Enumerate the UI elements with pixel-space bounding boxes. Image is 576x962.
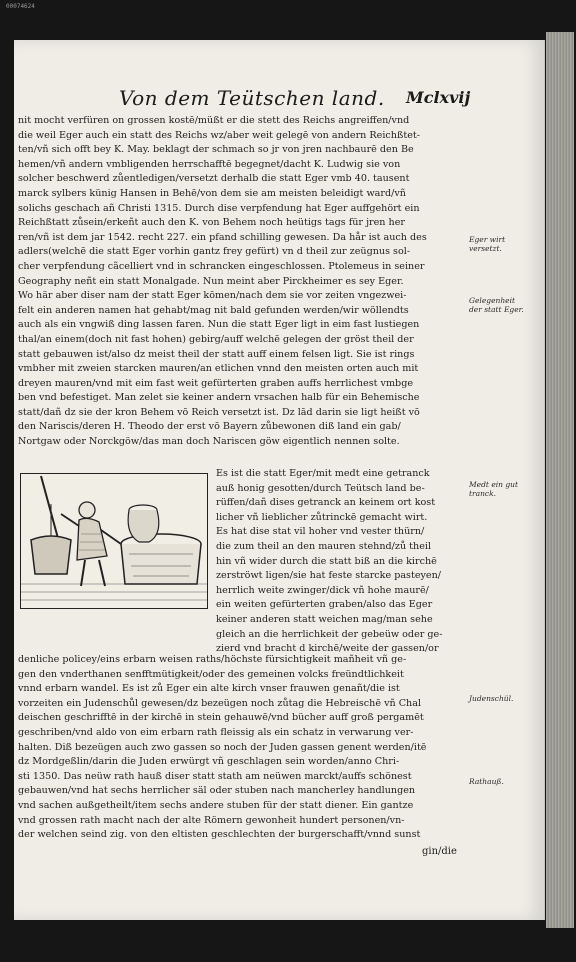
text-line: ein weiten gefürterten graben/also das Eger — [216, 599, 433, 611]
text-line: vnd sachen außgetheilt/item sechs andere stuben für der statt diener. Ein gantze — [18, 799, 414, 811]
text-line: deischen geschrifftē in der kirchē in stein gehauwē/vnd bücher auff groß pergamēt — [18, 712, 424, 724]
text-line: herrlich weite zwinger/dick vñ hohe maurē/ — [216, 584, 429, 596]
text-line: gleich an die herrlichkeit der gebeüw oder ge- — [216, 628, 443, 640]
text-line: dreyen mauren/vnd mit eim fast weit gefürterten graben auffs herrlichest vmbge — [18, 377, 414, 389]
body-text-top — [18, 114, 463, 450]
text-line: cher verpfendung cãcelliert vnd in schrancken eingeschlossen. Ptolemeus in seiner — [18, 260, 425, 272]
text-line: Es hat dise stat vil hoher vnd vester thürn/ — [216, 526, 425, 538]
text-line: keiner anderen statt weichen mag/man sehe — [216, 613, 433, 625]
text-line: adlers(welchē die statt Eger vorhin gantz frey gefürt) vn d theil zur zeügnus sol- — [18, 246, 411, 258]
text-line: zerströwt ligen/sie hat feste starcke pasteyen/ — [216, 570, 442, 582]
text-line: gebauwen/vnd hat sechs herrlicher säl oder stuben nach mancherley handlungen — [18, 785, 416, 797]
text-line: felt ein anderen namen hat gehabt/mag nit bald gefunden werden/wir wöllendts — [18, 304, 409, 316]
text-line: licher vñ lieblicher zůtrinckē gemacht wirt. — [216, 511, 428, 523]
text-line: solichs geschach añ Christi 1315. Durch dise verpfendung hat Eger auffgehört ein — [18, 202, 420, 214]
text-line: solcher beschwerd zůentledigen/versetzt derhalb die statt Eger vmb 40. tausent — [18, 173, 410, 185]
text-line: vmbher mit zweien starcken mauren/an etlichen vnnd den meisten orten auch mit — [18, 363, 419, 375]
text-line: Es ist die statt Eger/mit medt eine getranck — [216, 468, 430, 479]
text-line: statt/dañ dz sie der kron Behem vō Reich versetzt ist. Dz lād darin sie ligt heißt vō — [18, 406, 420, 418]
text-line: vnd grossen rath macht nach der alte Römern gewonheit hundert personen/vn- — [18, 814, 405, 826]
text-line: auß honig gesotten/durch Teütsch land be- — [216, 482, 425, 494]
text-line: ten/vñ sich offt bey K. May. beklagt der schmach so jr von jren nachbaurē den Be — [18, 144, 414, 156]
book-page — [14, 40, 545, 920]
text-line: zierd vnd bracht d kirchē/weite der gassen/or — [216, 643, 439, 655]
text-line: Reichßtatt zůsein/erkeñt auch den K. von Behem noch heütigs tags für jren her — [18, 217, 405, 229]
margin-note-medt: Medt ein gut tranck. — [469, 480, 519, 498]
woodcut-illustration — [20, 473, 208, 609]
text-line: die weil Eger auch ein statt des Reichs wz/aber weit gelegē von andern Reichßtet- — [18, 129, 420, 141]
margin-note-judenschul: Judenschül. — [469, 694, 514, 703]
text-line: dz Mordgeßlin/darin die Juden erwürgt vñ geschlagen sein worden/anno Chri- — [18, 756, 400, 768]
text-line: nit mocht verfüren on grossen kostē/müßt er die stett des Reichs angreiffen/vnd — [18, 115, 410, 126]
text-line: die zum theil an den mauren stehnd/zů theil — [216, 540, 432, 552]
woodcut-drawing — [21, 474, 207, 608]
body-text-right-of-woodcut — [216, 467, 466, 657]
body-text-bottom — [18, 653, 463, 843]
text-line: der welchen seind zig. von den eltisten geschlechten der burgerschafft/vnnd sunst — [18, 829, 421, 841]
text-line: Geography neñt ein statt Monalgade. Nun meint aber Pirckheimer es sey Eger. — [18, 275, 404, 287]
text-line: statt gebauwen ist/also dz meist theil der statt auff einem felsen ligt. Sie ist rings — [18, 348, 415, 360]
folio-number: Mclxvij — [406, 88, 471, 107]
margin-note-gelegenheit: Gelegenheit der statt Eger. — [469, 296, 524, 314]
text-line: Nortgaw oder Norckgöw/das man doch Nariscen göw eigentlich nennen solte. — [18, 436, 400, 448]
page-header — [14, 86, 544, 116]
text-line: halten. Diß bezeügen auch zwo gassen so noch der Juden gassen genent werden/itē — [18, 741, 427, 753]
text-line: den Nariscis/deren H. Theodo der erst vō Bayern zůbewonen diß land ein gab/ — [18, 421, 401, 433]
text-line: geschriben/vnd aldo von eim erbarn rath fleissig als ein schatz in verwarung ver- — [18, 726, 414, 738]
margin-note-eger-versetzt: Eger wirt versetzt. — [469, 235, 506, 253]
running-head: Von dem Teütschen land. — [119, 86, 385, 110]
text-line: ben vnd befestiget. Man zelet sie keiner andern vrsachen halb für ein Behemische — [18, 392, 420, 404]
archive-reference: 00074624 — [6, 3, 35, 10]
text-line: vorzeiten ein Judenschůl gewesen/dz bezeügen noch zůtag die Hebreischē vñ Chal — [18, 697, 422, 709]
catchword: gin/die — [422, 846, 457, 857]
text-line: hemen/vñ andern vmbligenden herrschafftē begegnet/dacht K. Ludwig sie von — [18, 158, 401, 170]
text-line: vnnd erbarn wandel. Es ist zů Eger ein alte kirch vnser frauwen genañt/die ist — [18, 683, 400, 695]
text-line: sti 1350. Das neüw rath hauß diser statt stath am neüwen marckt/auffs schönest — [18, 770, 412, 782]
text-line: marck sylbers künig Hansen in Behē/von dem sie am meisten beleidigt ward/vñ — [18, 187, 406, 199]
text-line: ren/vñ ist dem jar 1542. recht 227. ein pfand schilling gewesen. Da hår ist auch des — [18, 231, 427, 243]
text-line: rüffen/dañ dises getranck an keinem ort kost — [216, 497, 436, 509]
text-line: hin vñ wider durch die statt biß an die kirchē — [216, 555, 437, 567]
text-line: auch als ein vngwiß ding lassen faren. Nun die statt Eger ligt in eim fast lustiegen — [18, 319, 420, 331]
text-line: thal/an einem(doch nit fast hohen) gebirg/auff welchē gelegen der gröst theil der — [18, 333, 414, 345]
text-line: Wo här aber diser nam der statt Eger kōmen/nach dem sie vor zeiten vngezwei- — [18, 290, 407, 302]
book-page-edges — [546, 32, 574, 928]
text-line: denliche policey/eins erbarn weisen raths/höchste fürsichtigkeit mañheit vñ ge- — [18, 654, 407, 665]
margin-note-rathaus: Rathauß. — [469, 777, 504, 786]
text-line: gen den vnderthanen senfftmütigkeit/oder des gemeinen volcks freündtlichkeit — [18, 668, 404, 680]
